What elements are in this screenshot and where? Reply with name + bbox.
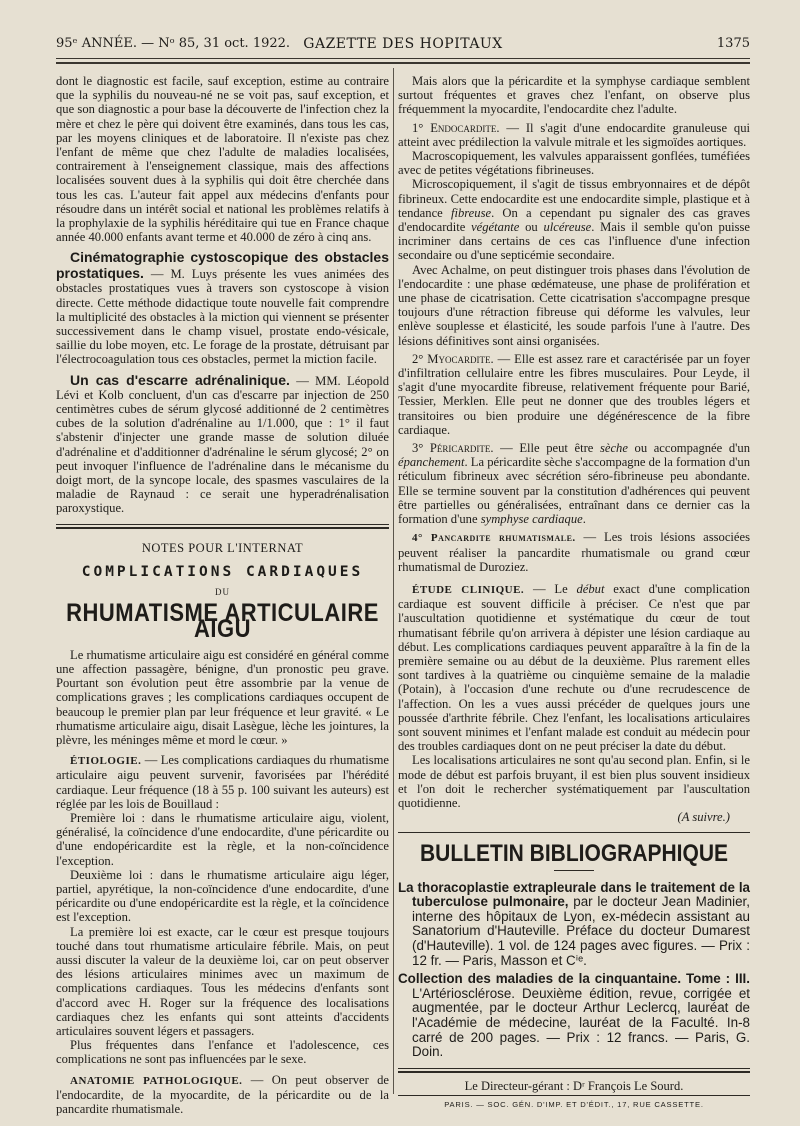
text-run: Microscopiquement, il s'agit de tissus embryonnaires et de dépôt fibrineux. Cette endocardite est une endocardite simple, plastique et à tendance xyxy=(398,177,750,220)
text-run: exact d'une complication cardiaque est souvent difficile à préciser. Ce n'est que par l'auscultation quotidienne et systématique du cœur de tout rhumatisant fébrile qu'on arrivera à dépister une lésion cardiaque au début. Les complications cardiaques peuvent apparaître à la fin de la première semaine ou au début de la deuxième. Plus rarement elles sont tardives à la quatrième ou cinquième semaine de la maladie (Potain), à l'occasion d'une rechute ou d'une recrudescence de l'affection. On les a vues aussi précéder de quelques jours une poussée d'arthrite fébrile. Chez l'enfant, les localisations articulaires sont souvent minimes et l'enfant malade est conduit au médecin pour des troubles cardiaques dont on ne peut préciser la date du début. xyxy=(398,581,750,754)
italic-text: épanchement xyxy=(398,455,465,470)
paragraph xyxy=(398,177,750,262)
paragraph: Le rhumatisme articulaire aigu est considéré en général comme une affection passagère, bénigne, d'un pronostic peu grave. Pourtant son évolution peut être assombrie par la venue de complications graves ; les complications cardiaques occupent de beaucoup le premier plan par leur fréquence et leur gravité. « Le rhumatisme articulaire aigu, disait Lasègue, lèche les jointures, la plèvre, les méninges même et mord le cœur. » xyxy=(56,647,389,747)
article-main-title: RHUMATISME ARTICULAIRE AIGU xyxy=(66,598,379,644)
italic-text: sèche xyxy=(599,441,628,456)
paragraph xyxy=(398,530,750,574)
italic-text: début xyxy=(576,581,605,596)
editor-line: Le Directeur-gérant : Dʳ François Le Sourd. xyxy=(464,1078,684,1093)
paragraph xyxy=(398,352,750,437)
paragraph xyxy=(56,250,389,366)
separator-rule xyxy=(56,524,389,525)
rubric-heading: NOTES POUR L'INTERNAT xyxy=(141,540,304,555)
italic-text: fibreuse xyxy=(450,205,492,220)
header-rule xyxy=(56,58,750,59)
continuation-note xyxy=(398,810,750,824)
paragraph xyxy=(398,441,750,526)
paragraph xyxy=(398,582,750,753)
right-column xyxy=(398,74,750,1112)
paragraph: Avec Achalme, on peut distinguer trois phases dans l'évolution de l'endocardite : une phase œdémateuse, une phase de prolifération et une phase de cicatrisation. Cette cicatrisation s'accompagne presque toujours d'une rétraction fibreuse qui déforme les valvules, leur enlève souplesse et élasticité, les soude parfois l'une à l'autre. Des lésions définitives sont ainsi organisées. xyxy=(398,262,750,348)
bulletin-title: BULLETIN BIBLIOGRAPHIQUE xyxy=(420,840,728,867)
paragraph: Les localisations articulaires ne sont qu'au second plan. Enfin, si le mode de début est parfois bruyant, il est bien plus souvent insidieux et l'on doit le rechercher systématiquement par l'auscultation quotidienne. xyxy=(398,753,750,810)
paragraph xyxy=(56,753,389,811)
book-title: La thoracoplastie extrapleurale dans le traitement de la tuberculose pulmonaire, xyxy=(398,879,750,910)
paragraph: dont le diagnostic est facile, sauf exception, estime au contraire que la syphilis du nouveau-né ne se voit pas, sauf exception, et que son diagnostic a pour base la découverte de l'infection chez la mère et chez le père qui doivent être examinés, dans tous les cas, par les moyens cliniques et de laboratoire. Il n'existe pas chez l'enfant de même que chez l'adulte de maladies localisées, contrairement à l'enseignement classique, mais des affections localisées souvent dues à la syphilis qui doit être cherchée dans tous les cas. L'auteur fait appel aux médecins d'enfants pour résoudre dans un intérêt social et national les problèmes relatifs à la prophylaxie de la syphilis héréditaire qui tue en France chaque année 40.000 enfants avant terme et 40.000 de zéro à cinq ans. xyxy=(56,74,389,245)
paragraph: Mais alors que la péricardite et la symphyse cardiaque semblent surtout fréquentes et graves chez l'enfant, on observe plus fréquemment la myocardite, l'endocardite chez l'adulte. xyxy=(398,74,750,117)
short-rule xyxy=(554,870,594,871)
separator-rule xyxy=(398,1071,750,1073)
header-rule-double xyxy=(56,62,750,64)
book-title: Collection des maladies de la cinquantaine. Tome : III. xyxy=(398,971,750,987)
separator-rule xyxy=(398,832,750,833)
bibliography-entry xyxy=(398,881,750,969)
italic-text: ulcéreuse xyxy=(543,220,592,235)
section-title: Un cas d'escarre adrénalinique. xyxy=(70,371,290,388)
paragraph xyxy=(398,121,750,149)
subsection-label: 4° Pancardite rhumatismale. xyxy=(412,532,576,545)
subsection-label: ANATOMIE PATHOLOGIQUE. xyxy=(70,1074,243,1087)
paragraph: Plus fréquentes dans l'enfance et l'adolescence, ces complications ne sont pas influencées par le sexe. xyxy=(56,1038,389,1067)
text-run: . Mais il semble qu'on puisse incriminer dans certains de ces cas l'influence d'une infection secondaire ou d'une septicémie secondaire. xyxy=(398,220,751,263)
text-run: ou accompagnée d'un xyxy=(627,441,750,456)
subsection-label: ÉTIOLOGIE. xyxy=(70,755,142,768)
italic-text: végétante xyxy=(471,220,520,235)
subsection-label: 3° Péricardite. xyxy=(412,441,494,456)
printer-imprint: PARIS. — SOC. GÉN. D'IMP. ET D'ÉDIT., 17, RUE CASSETTE. xyxy=(444,1099,704,1109)
paragraph xyxy=(56,1073,389,1117)
subsection-label: 2° Myocardite. xyxy=(412,351,494,366)
page-header xyxy=(56,30,750,56)
left-column xyxy=(56,74,389,1116)
paragraph: Macroscopiquement, les valvules apparaissent gonflées, tuméfiées avec de petites végétations fibrineuses. xyxy=(398,149,750,178)
italic-text: (A suivre.) xyxy=(677,810,730,825)
paragraph xyxy=(56,373,389,516)
book-details: par le docteur Jean Madinier, interne des hôpitaux de Lyon, ex-médecin assistant au Sanatorium d'Hauteville. Préface du docteur Dumarest (d'Hauteville). 1 vol. de 124 pages avec figures. — Prix : 12 fr. — Paris, Masson et Cⁱᵉ. xyxy=(412,894,750,968)
section-text: — On peut observer de l'endocardite, de la myocardite, de la péricardite ou de la pancardite rhumatismale. xyxy=(56,1072,389,1116)
separator-rule xyxy=(56,527,389,529)
issue-info: 95ᵉ ANNÉE. — Nᵒ 85, 31 oct. 1922. xyxy=(56,36,291,51)
text-run: . On a cependant pu signaler des cas graves d'endocardite xyxy=(398,205,750,235)
separator-rule xyxy=(398,1095,750,1096)
section-text: — Il s'agit d'une endocardite granuleuse qui atteint avec prédilection la valvule mitrale et les sigmoïdes aortiques. xyxy=(398,120,750,149)
column-divider xyxy=(393,68,394,1094)
article-title: COMPLICATIONS CARDIAQUES xyxy=(81,563,364,580)
section-text: — MM. Léopold Lévi et Kolb concluent, d'un cas d'escarre par injection de 250 centimètres cubes de sérum glycosé additionné de 2 centimètres cubes de la solution d'adrénaline au 1/1.000, que : 1° il faut s'abstenir d'injecter une grande masse de solution diluée d'adrénaline et d'additionner d'adrénaline le sérum glycosé; 2° on peut invoquer l'influence de l'adrénaline dans le mécanisme du doigt mort, de la syncope locale, des spasmes vasculaires de la maladie de Raynaud : ce serait une hyperadrénalisation paroxystique. xyxy=(56,373,389,516)
separator-rule xyxy=(398,1068,750,1069)
text-run: . xyxy=(582,512,586,527)
book-details: L'Artériosclérose. Deuxième édition, revue, corrigée et augmentée, par le docteur Arthur Leclercq, lauréat de l'Académie de médecine, lauréat de la Faculté. In-8 carré de 200 pages. — Prix : 12 francs. — Paris, G. Doin. xyxy=(412,985,750,1060)
page-number: 1375 xyxy=(716,36,750,51)
section-title: Cinématographie cystoscopique des obstacles prostatiques. xyxy=(56,249,389,281)
paragraph: Deuxième loi : dans le rhumatisme articulaire aigu léger, partiel, apyrétique, la non-coïncidence d'une endocardite, d'une péricardite ou d'une endopéricardite est la règle, et la coïncidence est l'exception. xyxy=(56,867,389,925)
section-text: — Les trois lésions associées peuvent réaliser la pancardite rhumatismale ou grand cœur rhumatismal de Duroziez. xyxy=(398,530,751,574)
bibliography-entry xyxy=(398,972,750,1060)
italic-text: symphyse cardiaque xyxy=(480,512,583,527)
paragraph: Première loi : dans le rhumatisme articulaire aigu, violent, généralisé, la coïncidence d'une endocardite, d'une péricardite ou d'une endopéricardite est la règle, et la non-coïncidence l'exception. xyxy=(56,810,389,868)
section-text: — Les complications cardiaques du rhumatisme articulaire aigu peuvent survenir, favorisées par l'hérédité cardiaque. Leur fréquence (18 à 55 p. 100 suivant les auteurs) est réglée par les lois de Bouillaud : xyxy=(56,753,389,811)
subsection-label: ÉTUDE CLINIQUE. xyxy=(412,583,525,596)
subsection-label: 1° Endocardite. xyxy=(412,120,500,135)
article-title-connector: DU xyxy=(215,587,230,598)
journal-title: GAZETTE DES HOPITAUX xyxy=(303,36,503,52)
section-text: — M. Luys présente les vues animées des obstacles prostatiques vues à travers son cystoscope à vision directe. Cette méthode didactique toute nouvelle fait comprendre la multiplicité des obstacles à la miction qui viennent se présenter successivement dans le champ visuel, prostate endo-vésicale, saillie du lobe moyen, etc. Le forage de la prostate, détruisant par l'électrocoagulation tous ces obstacles, permet la miction facile. xyxy=(56,266,389,367)
text-run: — Le xyxy=(524,581,577,596)
section-text: — Elle est assez rare et caractérisée par un foyer d'infiltration cellulaire entre les fibres musculaires. Pour Leyde, il s'agit d'une myocardite fibreuse, relativement fréquente pour Barié, Tessier, Merklen. Elle peut ne donner que des troubles légers et transitoires ou bien produire une dégénérescence de la fibre cardiaque. xyxy=(398,351,750,437)
text-run: — Elle peut être xyxy=(493,441,600,456)
text-run: . La péricardite sèche s'accompagne de la formation d'un réticulum fibrineux avec sécrétion séro-fibrineuse peu abondante. Elle se termine souvent par la constitution d'adhérences qui peuvent être partielles ou généralisées, entraînant dans ce dernier cas la formation d'une xyxy=(398,455,750,527)
paragraph: La première loi est exacte, car le cœur est presque toujours touché dans tout rhumatisme articulaire fébrile. Mais, on peut aussi discuter la valeur de la deuxième loi, car on peut observer des lésions articulaires minimes avec un maximum de complications cardiaques. Tous les médecins d'enfants sont d'accord avec H. Roger sur la fréquence des localisations cardiaques chez les enfants qui sont atteints d'accidents articulaires souvent légers et passagers. xyxy=(56,924,389,1038)
text-run: ou xyxy=(519,220,544,235)
